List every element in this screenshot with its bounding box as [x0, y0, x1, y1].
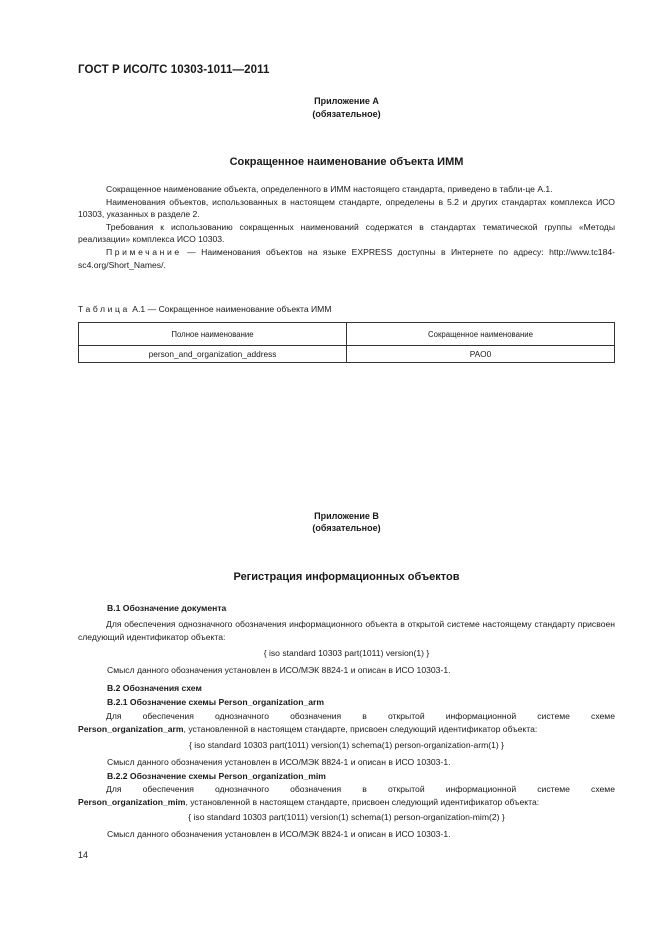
section-b1-paragraph: Для обеспечения однозначного обозначения информационного объекта в открытой системе настоящему стандарту присвоен следующий идентификатор объекта:: [78, 619, 615, 642]
section-b21-text: [78, 710, 615, 735]
annex-a-paragraph-1: Сокращенное наименование объекта, определенного в ИММ настоящего стандарта, приведено в табли-це А.1.: [106, 184, 553, 194]
table-caption-label: Таблица: [78, 304, 130, 314]
table-header-full-name: Полное наименование: [79, 323, 347, 346]
section-b21-line-2: [78, 723, 615, 736]
schema-name-arm: Person_organization_arm: [78, 723, 184, 734]
annex-a-heading: Сокращенное наименование объекта ИММ: [229, 156, 464, 168]
annex-b-heading: Регистрация информационных объектов: [233, 571, 460, 583]
section-b21-line-1: Для обеспечения однозначного обозначения в открытой информационной системе схеме: [106, 711, 615, 721]
short-names-table: [78, 322, 615, 363]
note-text: — Наименования объектов на языке EXPRESS доступны в Интернете по адресу: http://www.tc184-sc4.org/Short_Names/.: [78, 246, 615, 270]
document-header: ГОСТ Р ИСО/ТС 10303-1011—2011: [78, 64, 270, 76]
section-b21-title: В.2.1 Обозначение схемы Person_organization_arm: [107, 697, 325, 707]
table-caption-text: А.1 — Сокращенное наименование объекта ИММ: [132, 304, 332, 314]
section-b22-line-2-text: , установленной в настоящем стандарте, присвоен следующий идентификатор объекта:: [185, 796, 540, 807]
annex-a-title: Приложение А: [314, 96, 379, 106]
table-row: [79, 346, 615, 363]
annex-a-status: (обязательное): [312, 109, 381, 119]
annex-a-paragraph-3: Требования к использованию сокращенных наименований содержатся в стандартах тематической группы «Методы реализации» комплекса ИСО 10303.: [78, 221, 615, 245]
section-b21-line-2-text: , установленной в настоящем стандарте, присвоен следующий идентификатор объекта:: [183, 723, 538, 734]
note-label: Примечание: [106, 246, 182, 257]
annex-b-title: Приложение В: [314, 511, 379, 521]
table-cell-short-name: PAO0: [347, 346, 615, 363]
section-b22-line-2: [78, 796, 615, 809]
section-b1-meaning: Смысл данного обозначения установлен в ИСО/МЭК 8824-1 и описан в ИСО 10303-1.: [107, 665, 451, 675]
table-cell-full-name: person_and_organization_address: [79, 346, 347, 363]
section-b22-title: В.2.2 Обозначение схемы Person_organization_mim: [107, 771, 326, 781]
annex-b-status: (обязательное): [312, 523, 381, 533]
page-number: 14: [78, 850, 89, 860]
table-header-row: [79, 323, 615, 346]
section-b1-title: В.1 Обозначение документа: [107, 603, 227, 613]
annex-a-paragraph-2: Наименования объектов, использованных в настоящем стандарте, определены в 5.2 и других стандартах комплекса ИСО 10303, указанных в разделе 2.: [78, 196, 615, 220]
section-b2-title: В.2 Обозначения схем: [107, 683, 202, 693]
annex-a-body: [78, 183, 615, 271]
section-b1-identifier: { iso standard 10303 part(1011) version(1) }: [263, 648, 430, 658]
section-b21-identifier: { iso standard 10303 part(1011) version(1) schema(1) person-organization-arm(1) }: [188, 740, 505, 750]
table-caption: [78, 304, 331, 314]
section-b22-meaning: Смысл данного обозначения установлен в ИСО/МЭК 8824-1 и описан в ИСО 10303-1.: [107, 829, 451, 839]
table-header-short-name: Сокращенное наименование: [347, 323, 615, 346]
schema-name-mim: Person_organization_mim: [78, 796, 186, 807]
annex-a-note: [78, 246, 615, 271]
section-b22-text: [78, 783, 615, 808]
section-b1-text: [78, 618, 615, 643]
section-b21-meaning: Смысл данного обозначения установлен в ИСО/МЭК 8824-1 и описан в ИСО 10303-1.: [107, 757, 451, 767]
section-b22-line-1: Для обеспечения однозначного обозначения в открытой информационной системе схеме: [106, 784, 615, 794]
section-b22-identifier: { iso standard 10303 part(1011) version(1) schema(1) person-organization-mim(2) }: [188, 812, 505, 822]
